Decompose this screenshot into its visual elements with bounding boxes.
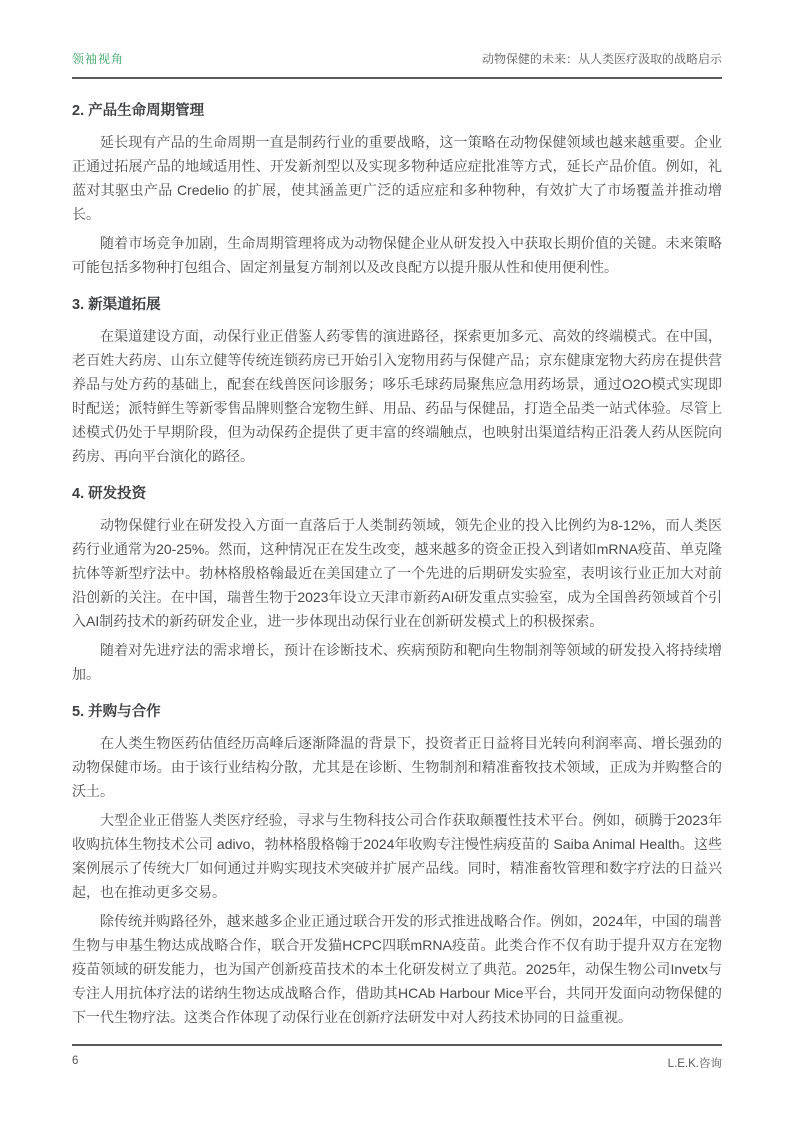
brand-name: L.E.K.咨询 xyxy=(667,1058,722,1070)
section-product-lifecycle xyxy=(72,102,722,279)
document-body xyxy=(0,102,794,1029)
section-heading: 2. 产品生命周期管理 xyxy=(72,103,205,119)
section-heading: 4. 研发投资 xyxy=(72,486,147,502)
paragraph: 延长现有产品的生命周期一直是制药行业的重要战略，这一策略在动物保健领域也越来越重要。企业正通过拓展产品的地域适用性、开发新剂型以及实现多物种适应症批准等方式，延长产品价值。例如，礼蓝对其驱虫产品 Credelio 的扩展，使其涵盖更广泛的适应症和多种物种，有效扩大了市场覆盖并推动增长。 xyxy=(72,134,722,222)
paragraph: 随着对先进疗法的需求增长，预计在诊断技术、疾病预防和靶向生物制剂等领域的研发投入将持续增加。 xyxy=(72,642,722,682)
paragraph: 在人类生物医药估值经历高峰后逐渐降温的背景下，投资者正日益将目光转向利润率高、增长强劲的动物保健市场。由于该行业结构分散，尤其是在诊断、生物制剂和精准畜牧技术领域，正成为并购整合的沃土。 xyxy=(72,735,722,799)
section-heading: 5. 并购与合作 xyxy=(72,704,161,720)
header-series-label: 领袖视角 xyxy=(72,52,125,66)
paragraph: 动物保健行业在研发投入方面一直落后于人类制药领域，领先企业的投入比例约为8-12%，而人类医药行业通常为20-25%。然而，这种情况正在发生改变，越来越多的资金正投入到诸如mRNA疫苗、单克隆抗体等新型疗法中。勃林格殷格翰最近在美国建立了一个先进的后期研发实验室，表明该行业正加大对前沿创新的关注。在中国，瑞普生物于2023年设立天津市新药AI研发重点实验室，成为全国兽药领域首个引入AI制药技术的新药研发企业，进一步体现出动保行业在创新研发模式上的积极探索。 xyxy=(72,517,722,629)
paragraph: 除传统并购路径外，越来越多企业正通过联合开发的形式推进战略合作。例如，2024年，中国的瑞普生物与申基生物达成战略合作，联合开发猫HCPC四联mRNA疫苗。此类合作不仅有助于提升双方在宠物疫苗领域的研发能力，也为国产创新疫苗技术的本土化研发树立了典范。2025年，动保生物公司Invetx与专注人用抗体疗法的诺纳生物达成战略合作，借助其HCAb Harbour Mice平台，共同开发面向动物保健的下一代生物疗法。这类合作体现了动保行业在创新疗法研发中对人药技术协同的日益重视。 xyxy=(72,913,722,1025)
section-new-channels xyxy=(72,296,722,468)
page-number: 6 xyxy=(72,1055,79,1067)
paragraph: 随着市场竞争加剧，生命周期管理将成为动物保健企业从研发投入中获取长期价值的关键。未来策略可能包括多物种打包组合、固定剂量复方制剂以及改良配方以提升服从性和使用便利性。 xyxy=(72,235,722,275)
page-footer xyxy=(72,1044,722,1071)
section-ma-cooperation xyxy=(72,703,722,1029)
paragraph: 在渠道建设方面，动保行业正借鉴人药零售的演进路径，探索更加多元、高效的终端模式。在中国，老百姓大药房、山东立健等传统连锁药房已开始引入宠物用药与保健产品；京东健康宠物大药房在提供营养品与处方药的基础上，配套在线兽医问诊服务；哆乐毛球药局聚焦应急用药场景，通过O2O模式实现即时配送；派特鲜生等新零售品牌则整合宠物生鲜、用品、药品与保健品，打造全品类一站式体验。尽管上述模式仍处于早期阶段，但为动保药企提供了更丰富的终端触点，也映射出渠道结构正沿袭人药从医院向药房、再向平台演化的路径。 xyxy=(72,328,722,464)
header-divider xyxy=(72,77,722,79)
paragraph: 大型企业正借鉴人类医疗经验，寻求与生物科技公司合作获取颠覆性技术平台。例如，硕腾于2023年收购抗体生物技术公司 adivo，勃林格殷格翰于2024年收购专注慢性病疫苗的 Saiba Animal Health。这些案例展示了传统大厂如何通过并购实现技术突破并扩展产品线。同时，精准畜牧管理和数字疗法的日益兴起，也在推动更多交易。 xyxy=(72,812,722,900)
page-header xyxy=(0,0,794,67)
section-rd-investment xyxy=(72,485,722,686)
header-document-title: 动物保健的未来：从人类医疗汲取的战略启示 xyxy=(481,52,722,66)
section-heading: 3. 新渠道拓展 xyxy=(72,297,161,313)
